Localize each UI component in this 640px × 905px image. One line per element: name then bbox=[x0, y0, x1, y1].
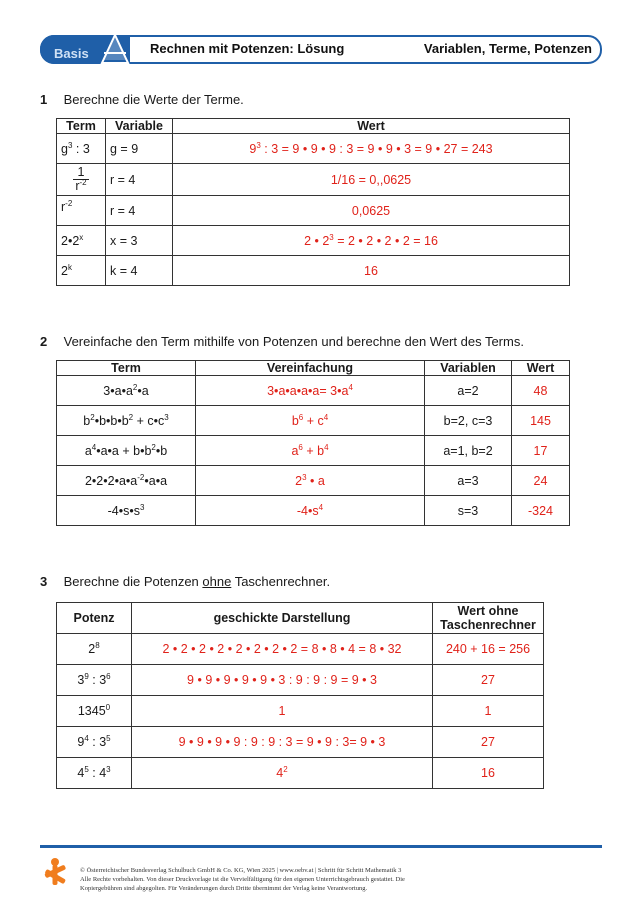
worksheet-title: Rechnen mit Potenzen: Lösung bbox=[150, 41, 345, 56]
term-cell: $-4•s•s^3$ bbox=[57, 496, 196, 526]
table-row bbox=[57, 164, 570, 196]
wert-cell: 145 bbox=[512, 406, 570, 436]
table-row bbox=[57, 758, 544, 789]
wert-cell: 17 bbox=[512, 436, 570, 466]
table-row bbox=[57, 376, 570, 406]
task-text: Berechne die Werte der Terme. bbox=[63, 92, 244, 107]
copyright-line-2: Alle Rechte vorbehalten. Von dieser Druckvorlage ist die Vervielfältigung für den eigenen Unterrichtsgebrauch gestattet. Die bbox=[80, 876, 405, 883]
task-text-before: Berechne die Potenzen bbox=[63, 574, 203, 589]
table-row bbox=[57, 196, 570, 226]
term-cell: $r^{-2}$ bbox=[57, 196, 106, 226]
potenz-cell: $3^9$ : $3^6$ bbox=[57, 665, 132, 696]
table-row bbox=[57, 696, 544, 727]
table-row bbox=[57, 496, 570, 526]
task-number: 3 bbox=[40, 574, 48, 589]
header-vereinfachung: Vereinfachung bbox=[196, 361, 425, 376]
variablen-cell: a=3 bbox=[425, 466, 512, 496]
variable-cell: g = 9 bbox=[106, 134, 173, 164]
variable-cell: r = 4 bbox=[106, 164, 173, 196]
wert-cell: 2 • $2^3 = 2$ • 2 • 2 • 2 = 16 bbox=[173, 226, 570, 256]
variablen-cell: a=1, b=2 bbox=[425, 436, 512, 466]
task-2-instruction bbox=[40, 334, 524, 349]
wert-cell: 27 bbox=[433, 727, 544, 758]
wert-cell: 16 bbox=[173, 256, 570, 286]
variable-cell: x = 3 bbox=[106, 226, 173, 256]
variable-cell: k = 4 bbox=[106, 256, 173, 286]
darstellung-cell: 9 • 9 • 9 • 9 • 9 • 3 : 9 : 9 : 9 = 9 • 3 bbox=[132, 665, 433, 696]
wert-cell: 48 bbox=[512, 376, 570, 406]
wert-cell: $9^3$ : 3 = 9 • 9 • 9 : 3 = 9 • 9 • 3 = 9 • 27 = 243 bbox=[173, 134, 570, 164]
copyright-line-3: Kopiergebühren sind abgegolten. Für Veränderungen durch Dritte übernimmt der Verlag keine Verantwortung. bbox=[80, 885, 368, 892]
table-row bbox=[57, 226, 570, 256]
table-row bbox=[57, 466, 570, 496]
header-wert bbox=[433, 603, 544, 634]
task-text-after: Taschenrechner. bbox=[231, 574, 331, 589]
wert-cell: 16 bbox=[433, 758, 544, 789]
wert-cell: -324 bbox=[512, 496, 570, 526]
term-cell: $2•2•2•a•a^{-2}•a•a$ bbox=[57, 466, 196, 496]
potenz-cell: 1345$^0$ bbox=[57, 696, 132, 727]
potenz-cell: $2^8$ bbox=[57, 634, 132, 665]
task-3-table bbox=[56, 602, 544, 789]
table-row bbox=[57, 634, 544, 665]
wert-cell: 0,0625 bbox=[173, 196, 570, 226]
wert-cell: 240 + 16 = 256 bbox=[433, 634, 544, 665]
page-header bbox=[40, 35, 602, 64]
term-cell: $3•a•a^2•a$ bbox=[57, 376, 196, 406]
term-cell: $g^3$ : 3 bbox=[57, 134, 106, 164]
task-number: 1 bbox=[40, 92, 48, 107]
header-variable: Variable bbox=[106, 119, 173, 134]
darstellung-cell: 9 • 9 • 9 • 9 : 9 : 9 : 3 = 9 • 9 : 3= 9 • 3 bbox=[132, 727, 433, 758]
footer-divider bbox=[40, 845, 602, 848]
header-term: Term bbox=[57, 119, 106, 134]
table-row bbox=[57, 406, 570, 436]
task-number: 2 bbox=[40, 334, 48, 349]
variablen-cell: a=2 bbox=[425, 376, 512, 406]
darstellung-cell: 2 • 2 • 2 • 2 • 2 • 2 • 2 • 2 = 8 • 8 • 4 = 8 • 32 bbox=[132, 634, 433, 665]
header-term: Term bbox=[57, 361, 196, 376]
vereinfachung-cell: 3•a•a•a•a= $3•a^4$ bbox=[196, 376, 425, 406]
header-potenz: Potenz bbox=[57, 603, 132, 634]
header-wert-line2: Taschenrechner bbox=[440, 618, 536, 632]
task-1-instruction bbox=[40, 92, 244, 107]
term-cell: 2$^k$ bbox=[57, 256, 106, 286]
copyright-notice bbox=[80, 866, 600, 893]
vereinfachung-cell: $a^6 + b^4$ bbox=[196, 436, 425, 466]
task-text-underlined: ohne bbox=[202, 574, 232, 589]
potenz-cell: $9^4$ : $3^5$ bbox=[57, 727, 132, 758]
task-2-table bbox=[56, 360, 570, 526]
header-wert: Wert bbox=[173, 119, 570, 134]
header-wert-line1: Wert ohne bbox=[457, 604, 519, 618]
term-cell: $b^2•b•b•b^2$ + $c•c^3$ bbox=[57, 406, 196, 436]
task-3-instruction bbox=[40, 574, 330, 589]
darstellung-cell: $4^2$ bbox=[132, 758, 433, 789]
basis-label: Basis bbox=[54, 46, 89, 61]
task-text: Vereinfache den Term mithilfe von Potenzen und berechne den Wert des Terms. bbox=[63, 334, 524, 349]
potenz-cell: $4^5$ : $4^3$ bbox=[57, 758, 132, 789]
vereinfachung-cell: $b^6 + c^4$ bbox=[196, 406, 425, 436]
variablen-cell: b=2, c=3 bbox=[425, 406, 512, 436]
wert-cell: 27 bbox=[433, 665, 544, 696]
header-darstellung: geschickte Darstellung bbox=[132, 603, 433, 634]
variablen-cell: s=3 bbox=[425, 496, 512, 526]
worksheet-topic: Variablen, Terme, Potenzen bbox=[423, 41, 592, 56]
wert-cell: 24 bbox=[512, 466, 570, 496]
table-row bbox=[57, 256, 570, 286]
table-row bbox=[57, 436, 570, 466]
triangle-logo-icon bbox=[100, 35, 130, 64]
darstellung-cell: 1 bbox=[132, 696, 433, 727]
term-cell: $a^4•a•a$ + $b•b^2•b$ bbox=[57, 436, 196, 466]
publisher-logo-icon bbox=[42, 857, 68, 887]
header-wert: Wert bbox=[512, 361, 570, 376]
basis-badge bbox=[40, 35, 130, 64]
vereinfachung-cell: $2^3$ • a bbox=[196, 466, 425, 496]
table-row bbox=[57, 727, 544, 758]
table-row bbox=[57, 134, 570, 164]
vereinfachung-cell: $-4•s^4$ bbox=[196, 496, 425, 526]
header-variablen: Variablen bbox=[425, 361, 512, 376]
variable-cell: r = 4 bbox=[106, 196, 173, 226]
copyright-line-1: © Österreichischer Bundesverlag Schulbuch GmbH & Co. KG, Wien 2025 | www.oebv.at | Schritt für Schritt Mathematik 3 bbox=[80, 867, 402, 874]
table-row bbox=[57, 665, 544, 696]
task-1-table bbox=[56, 118, 570, 286]
term-cell: $\frac{1}{r^{-2}}$ bbox=[57, 164, 106, 196]
term-cell: 2•2$^x$ bbox=[57, 226, 106, 256]
wert-cell: 1 bbox=[433, 696, 544, 727]
wert-cell: 1/16 = 0,,0625 bbox=[173, 164, 570, 196]
